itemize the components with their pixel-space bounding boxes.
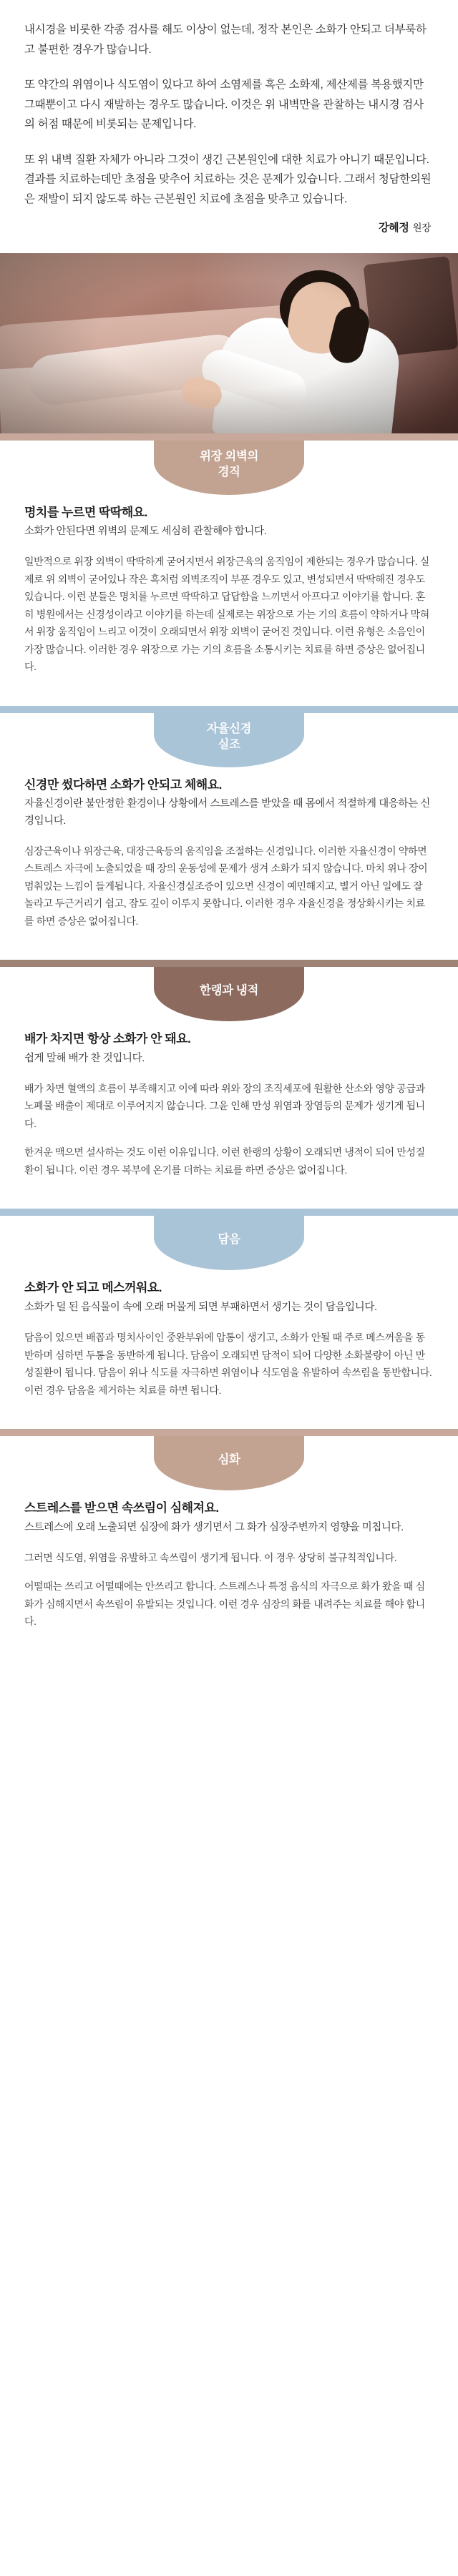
section-banner-title: 담음 — [154, 1216, 304, 1270]
signature-role: 원장 — [412, 222, 431, 233]
section-body — [0, 1498, 458, 1631]
section-wijang-byeokui-gyeongjik — [0, 433, 458, 694]
intro-block — [0, 0, 458, 253]
section-paragraph: 일반적으로 위장 외벽이 딱딱하게 굳어지면서 위장근육의 움직임이 제한되는 경우가 많습니다. 실제로 위 외벽이 굳어있나 작은 혹처럼 외벽조직이 부푼 경우도 있고, 변성되면서 딱딱해진 경우도 있습니다. 이런 분들은 명치를 누르면 딱딱하고 답답함을 느끼면서 아프다고 이야기를 합니다. 혼히 병원에서는 신경성이라고 이야기를 하는데 실제로는 위장으로 가는 기의 흐름이 약하거나 막혀서 위장 움직임이 느리고 이것이 오래되면서 위장 외벽이 굳어진 것입니다. 이런 유형은 소음인이 가장 많습니다. 이러한 경우 위장으로 가는 기의 흐름을 소통시키는 치료를 하면 증상은 없어집니다. — [24, 556, 429, 673]
section-gap — [0, 1197, 458, 1209]
section-paragraph: 어떨때는 쓰리고 어떨때에는 안쓰리고 합니다. 스트레스나 특정 음식의 자극으로 화가 왔을 때 심화가 심해지면서 속쓰림이 유발되는 것입니다. 이런 경우 심장의 화를 내려주는 치료를 해야 합니다. — [24, 1580, 425, 1628]
section-banner-area — [0, 1436, 458, 1498]
section-banner-area — [0, 1216, 458, 1277]
section-banner-area — [0, 713, 458, 775]
section-banner-title: 심화 — [154, 1436, 304, 1490]
section-paragraph: 한겨운 맥으면 설사하는 것도 이런 이유입니다. 이런 한랭의 상황이 오래되면 냉적이 되어 만성질환이 됩니다. 이런 경우 복부에 온기를 더하는 치료를 하면 증상은 없어집니다. — [24, 1146, 425, 1176]
section-subtitle: 쉽게 말해 배가 찬 것입니다. — [24, 1052, 145, 1064]
section-body — [0, 1277, 458, 1399]
section-lead: 배가 차지면 항상 소화가 안 돼요. — [24, 1032, 191, 1046]
intro-paragraph-3: 또 위 내벽 질환 자체가 아니라 그것이 생긴 근본원인에 대한 치료가 아니기 때문입니다. 결과를 치료하는데만 초점을 맞추어 치료하는 것은 문제가 있습니다. 그래서 청담한의원은 재발이 되지 않도록 하는 근본원인 치료에 초점을 맞추고 있습니다. — [24, 153, 432, 206]
section-subtitle: 스트레스에 오래 노출되면 심장에 화가 생기면서 그 화가 심장주변까지 영향을 미칩니다. — [24, 1521, 404, 1533]
section-subtitle: 자율신경이란 불안정한 환경이나 상황에서 스트레스를 받았을 때 몸에서 적절하게 대응하는 신경입니다. — [24, 798, 430, 827]
section-hanraeng-gwa-naengjeok — [0, 960, 458, 1197]
section-subtitle: 소화가 안된다면 위벽의 문제도 세심히 관찰해야 합니다. — [24, 526, 267, 538]
section-body — [0, 1028, 458, 1179]
photo-vignette — [0, 253, 458, 433]
section-top-band — [0, 433, 458, 441]
intro-paragraph-1: 내시경을 비롯한 각종 검사를 해도 이상이 없는데, 정작 본인은 소화가 안되고 더부룩하고 불편한 경우가 많습니다. — [24, 24, 427, 56]
section-body — [0, 775, 458, 930]
section-paragraph: 담음이 있으면 배꼽과 명치사이인 중완부위에 압통이 생기고, 소화가 안될 때 주로 메스꺼움을 동반하며 심하면 두통을 동반하게 됩니다. 담음이 오래되면 담적이 되어 다양한 소화불량이 아닌 만성질환이 됩니다. 담음이 위나 식도를 자극하면 위염이나 식도염을 유발하여 속쓰림을 동반합니다. 이런 경우 담음을 제거하는 치료를 하면 됩니다. — [24, 1332, 432, 1396]
section-lead: 신경만 썼다하면 소화가 안되고 체해요. — [24, 777, 222, 792]
section-subtitle: 소화가 덜 된 음식물이 속에 오래 머물게 되면 부패하면서 생기는 것이 담음입니다. — [24, 1301, 377, 1313]
section-gap — [0, 948, 458, 960]
section-gap — [0, 1649, 458, 1661]
section-banner-title: 자율신경 실조 — [154, 713, 304, 767]
section-simhwa — [0, 1429, 458, 1649]
section-body — [0, 502, 458, 676]
signature — [24, 220, 434, 235]
section-lead: 소화가 안 되고 메스꺼워요. — [24, 1281, 162, 1295]
intro-paragraph-2: 또 약간의 위염이나 식도염이 있다고 하여 소염제를 혹은 소화제, 제산제를 복용했지만 그때뿐이고 다시 재발하는 경우도 많습니다. 이것은 위 내벽만을 관찰하는 내시경 검사의 허점 때문에 비롯되는 문제입니다. — [24, 79, 424, 131]
section-top-band — [0, 960, 458, 967]
section-top-band — [0, 1429, 458, 1436]
section-gap — [0, 1417, 458, 1429]
section-paragraph: 그러면 식도염, 위염을 유발하고 속쓰림이 생기게 됩니다. 이 경우 상당히 불규칙적입니다. — [24, 1551, 397, 1563]
section-gap — [0, 694, 458, 706]
section-jayulsingyeong-siljo — [0, 706, 458, 948]
section-banner-area — [0, 441, 458, 502]
doctor-examining-patient-photo — [0, 253, 458, 433]
section-banner-title: 한랭과 냉적 — [154, 967, 304, 1021]
section-dameum — [0, 1209, 458, 1417]
section-lead: 명치를 누르면 딱딱해요. — [24, 505, 147, 519]
section-paragraph: 배가 차면 혈액의 흐름이 부족해지고 이에 따라 위와 장의 조직세포에 원활한 산소와 영양 공급과 노폐물 배출이 제대로 이루어지지 않습니다. 그윤 인해 만성 위염과 장염등의 문제가 생기게 됩니다. — [24, 1082, 425, 1129]
section-top-band — [0, 706, 458, 713]
section-lead: 스트레스를 받으면 속쓰림이 심해져요. — [24, 1501, 219, 1515]
section-paragraph: 심장근육이나 위장근육, 대장근육등의 움직임을 조절하는 신경입니다. 이러한 자율신경이 약하면 스트레스 자극에 노출되었을 때 장의 운동성에 문제가 생겨 소화가 되지 않습니다. 마치 위나 장이 멈춰있는 느낌이 들게됩니다. 자율신경실조증이 있으면 신경이 예민해지고, 별거 아닌 일에도 잘 놀라고 두근거리기 쉽고, 잠도 깊이 이루지 못합니다. 이러한 경우 자율신경을 정상화시키는 치료를 하면 증상은 없어집니다. — [24, 845, 428, 927]
signature-name: 강혜정 — [378, 221, 409, 234]
sections-container — [0, 433, 458, 1661]
section-top-band — [0, 1209, 458, 1216]
section-banner-title: 위장 외벽의 경직 — [154, 441, 304, 495]
section-banner-area — [0, 967, 458, 1028]
